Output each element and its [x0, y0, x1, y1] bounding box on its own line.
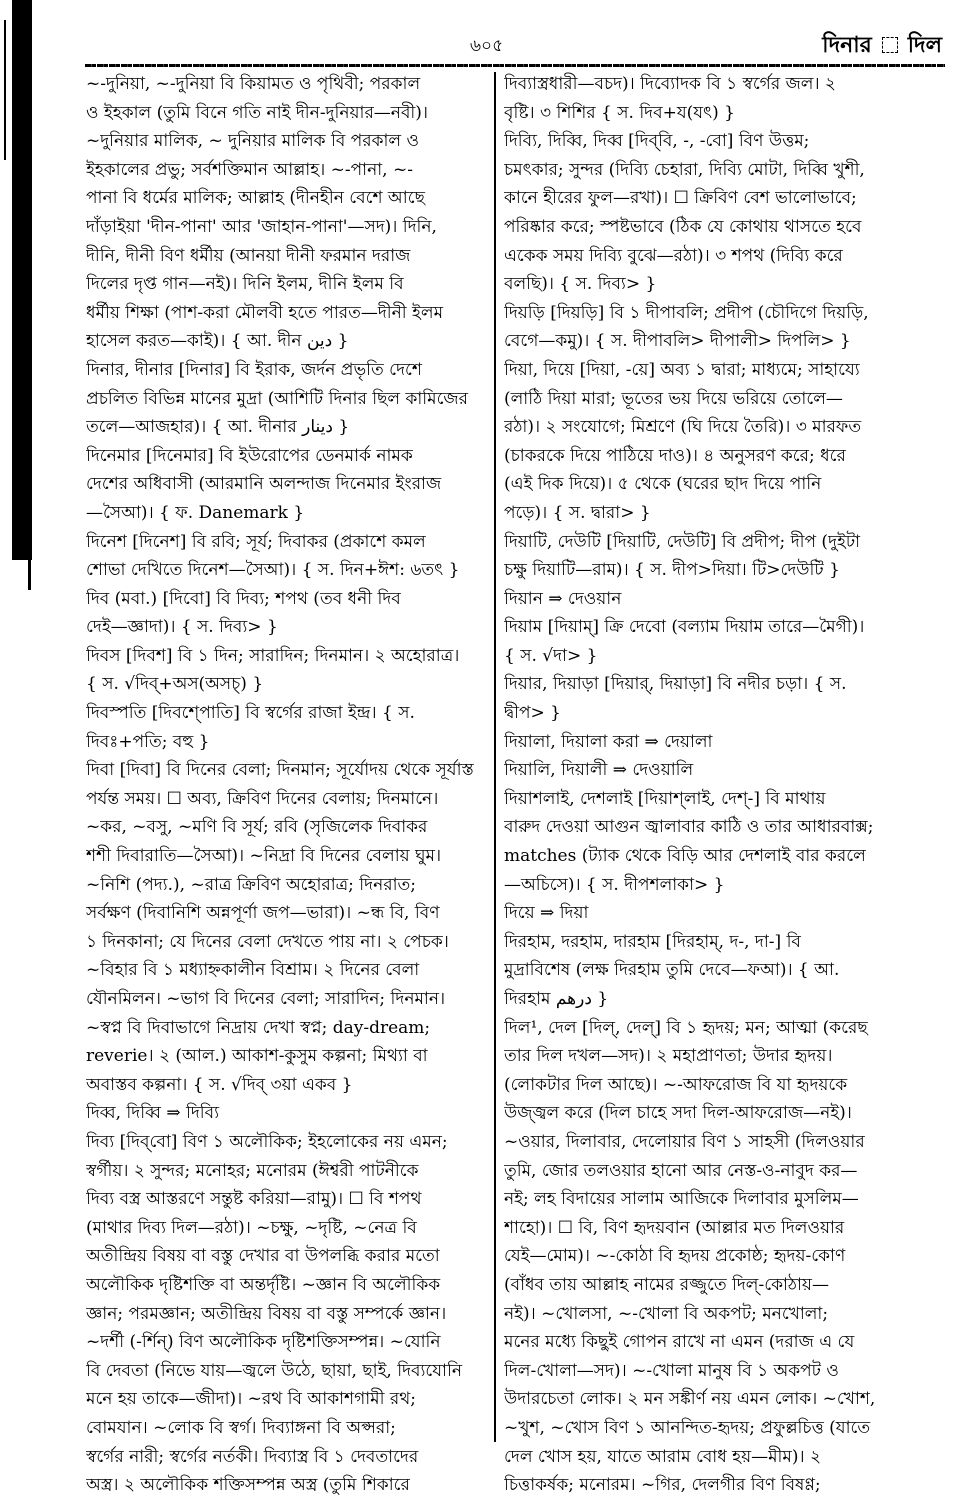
text-line: দিবঃ+পতি; বহু } — [86, 731, 210, 752]
scan-binding-shadow — [12, 0, 32, 560]
text-line: দিরহাম, দরহাম, দারহাম [দিরহাম্, দ-, দা-] বি — [504, 931, 801, 952]
text-line: দেশের অধিবাসী (আরমানি অলন্দাজ দিনেমার ইংরাজ — [86, 474, 442, 495]
text-line: দিলের দৃপ্ত গান—নই)। দিনি ইলম, দীনি ইলম বি — [86, 274, 404, 295]
text-line: দিয়ালি, দিয়ালী ⇒ দেওয়ালি — [504, 760, 694, 781]
text-line: তুমি, জোর তলওয়ার হানো আর নেস্ত-ও-নাবুদ কর— — [504, 1160, 858, 1181]
text-line: বি দেবতা (নিভে যায়—জ্বলে উঠে, ছায়া, ছাই, দিব্যযোনি — [86, 1360, 462, 1381]
text-line: অবাস্তব কল্পনা। { স. √দিব্ ৩য়া একব } — [86, 1074, 353, 1095]
text-line: স্বর্গের নারী; স্বর্গের নর্তকী। দিব্যাস্ত্র বি ১ দেবতাদের — [86, 1446, 419, 1467]
text-line: চক্ষু দিয়াটি—রাম)। { স. দীপ>দিয়া। টি>দেউটি } — [504, 560, 840, 581]
text-line: শশী দিবারাতি—সৈআ)। ~নিদ্রা বি দিনের বেলায় ঘুম। — [86, 846, 442, 867]
text-line: ইহকালের প্রভু; সর্বশক্তিমান আল্লাহ। ~-পানা, ~- — [86, 159, 413, 180]
left-column — [86, 70, 482, 1500]
text-line: রঠা)। ২ সংযোগে; মিশ্রণে (ঘি দিয়ে তৈরি)। ৩ মারফত — [504, 417, 862, 438]
text-line: চমৎকার; সুন্দর (দিব্যি চেহারা, দিব্যি মোটা, দিব্বি খুশী, — [504, 159, 865, 180]
text-line: দিয়ার, দিয়াড়া [দিয়ার্, দিয়াড়া] বি নদীর চড়া। { স. — [504, 674, 847, 695]
text-line: শোভা দেখিতে দিনেশ—সৈআ)। { স. দিন+ঈশ: ৬তৎ } — [86, 560, 460, 581]
text-line: ও ইহকাল (তুমি বিনে গতি নাই দীন-দুনিয়ার—নবী)। — [86, 102, 428, 123]
text-line: নই; লহ বিদায়ের সালাম আজিকে দিলাবার মুসলিম— — [504, 1189, 859, 1210]
text-line: দিবা [দিবা] বি দিনের বেলা; দিনমান; সূর্যোদয় থেকে সূর্যাস্ত — [86, 760, 474, 781]
text-line: দিব্যাস্ত্রধারী—বচদ)। দিব্যোদক বি ১ স্বর্গের জল। ২ — [504, 74, 836, 94]
right-column — [504, 70, 942, 1500]
header-rule — [85, 64, 945, 67]
text-line: সর্বক্ষণ (দিবানিশি অন্নপূর্ণা জপ—ভারা)। ~ন্ধ বি, বিণ — [86, 903, 440, 924]
text-line: দিল¹, দেল [দিল্, দেল্] বি ১ হৃদয়; মন; আত্মা (করেছ — [504, 1017, 868, 1038]
column-divider — [494, 72, 496, 1442]
guide-separator-box-icon — [882, 37, 898, 53]
text-line: দিয়ান ⇒ দেওয়ান — [504, 588, 622, 609]
text-line: পানা বি ধর্মের মালিক; আল্লাহ (দীনহীন বেশে আছে — [86, 188, 425, 209]
text-line: ১ দিনকানা; যে দিনের বেলা দেখতে পায় না। ২ পেচক। — [86, 931, 449, 952]
text-line: প্রচলিত বিভিন্ন মানের মুদ্রা (আশিটি দিনার ছিল কামিজের — [86, 388, 468, 409]
text-line: দিনেশ [দিনেশ] বি রবি; সূর্য; দিবাকর (প্রকাশে কমল — [86, 531, 426, 552]
scan-edge-mark — [28, 560, 31, 590]
text-line: দিয়াম [দিয়াম্] ক্রি দেবো (বল্যাম দিয়াম তারে—মৈগী)। — [504, 617, 865, 638]
text-line: মনের মধ্যে কিছুই গোপন রাখে না এমন (দরাজ এ যে — [504, 1332, 855, 1353]
text-line: যেই—মোম)। ~-কোঠা বি হৃদয় প্রকোষ্ঠ; হৃদয়-কোণ — [504, 1246, 846, 1267]
text-line: বেগে—কমু)। { স. দীপাবলি> দীপালী> দিপলি> } — [504, 331, 851, 352]
text-line: অতীন্দ্রিয় বিষয় বা বস্তু দেখার বা উপলব্ধি করার মতো — [86, 1246, 440, 1267]
text-line: চিত্তাকর্ষক; মনোরম। ~গির, দেলগীর বিণ বিষণ্ণ; — [504, 1475, 821, 1496]
text-line: মনে হয় তাকে—জীদা)। ~রথ বি আকাশগামী রথ; — [86, 1389, 416, 1410]
page-number: ৬০৫ — [470, 36, 504, 56]
text-line: বলছি)। { স. দিব্য> } — [504, 274, 657, 295]
text-line: { স. √দিব্+অস(অসচ্) } — [86, 674, 264, 695]
text-line: দিবস্পতি [দিবশ্পোতি] বি স্বর্গের রাজা ইন্দ্র। { স. — [86, 703, 415, 724]
text-line: ~দুনিয়ার মালিক, ~ দুনিয়ার মালিক বি পরকাল ও — [86, 131, 419, 152]
text-line: (লোকটার দিল আছে)। ~-আফরোজ বি যা হৃদয়কে — [504, 1074, 848, 1095]
text-line: দিব (মবা.) [দিবো] বি দিব্য; শপথ (তব ধনী দিব — [86, 588, 401, 609]
text-line: দীনি, দীনী বিণ ধর্মীয় (আনয়া দীনী ফরমান দরাজ — [86, 245, 411, 266]
text-line: দিয়া, দিয়ে [দিয়া, -য়ে] অব্য ১ দ্বারা; মাধ্যমে; সাহায্যে — [504, 359, 860, 380]
text-line: দিব্য [দিব্‌বো] বিণ ১ অলৌকিক; ইহলোকের নয় এমন; — [86, 1131, 448, 1152]
guide-word-last: দিল — [907, 32, 942, 58]
text-line: দিয়ড়ি [দিয়ড়ি] বি ১ দীপাবলি; প্রদীপ (চৌদিগে দিয়ড়ি, — [504, 302, 869, 323]
text-line: পড়ে)। { স. দ্বারা> } — [504, 502, 651, 523]
text-line: অলৌকিক দৃষ্টিশক্তি বা অন্তর্দৃষ্টি। ~জ্ঞান বি অলৌকিক — [86, 1274, 441, 1295]
text-line: তলে—আজহার)। { আ. দীনার دينار } — [86, 417, 350, 438]
text-line: দিয়ে ⇒ দিয়া — [504, 903, 589, 924]
text-line: বোমযান। ~লোক বি স্বর্গ। দিব্যাঙ্গনা বি অপ্সরা; — [86, 1417, 396, 1438]
text-line: ~বিহার বি ১ মধ্যাহ্নকালীন বিশ্রাম। ২ দিনের বেলা — [86, 960, 420, 981]
text-line: মুদ্রাবিশেষ (লক্ষ দিরহাম তুমি দেবে—ফআ)। { আ. — [504, 960, 840, 981]
page-header — [0, 0, 960, 64]
text-line: উদারচেতা লোক। ২ মন সঙ্কীর্ণ নয় এমন লোক। ~খোশ, — [504, 1389, 876, 1410]
guide-words — [822, 32, 942, 58]
text-line: দ্বীপ> } — [504, 703, 561, 724]
text-line: ~খুশ, ~খোস বিণ ১ আনন্দিত-হৃদয়; প্রফুল্লচিত্ত (যাতে — [504, 1417, 871, 1438]
text-line: স্বর্গীয়। ২ সুন্দর; মনোহর; মনোরম (ঈশ্বরী পাটনীকে — [86, 1160, 419, 1181]
text-line: (মাথার দিব্য দিল—রঠা)। ~চক্ষু, ~দৃষ্টি, ~নেত্র বি — [86, 1217, 417, 1238]
text-line: দেল খোস হয়, যাতে আরাম বোধ হয়—মীম)। ২ — [504, 1446, 822, 1467]
text-line: তার দিল দখল—সদ)। ২ মহাপ্রাণতা; উদার হৃদয়। — [504, 1046, 833, 1067]
text-line: —সৈআ)। { ফ. Danemark } — [86, 502, 305, 523]
text-line: reverie। ২ (আল.) আকাশ-কুসুম কল্পনা; মিথ্যা বা — [86, 1046, 428, 1067]
text-line: দাঁড়াইয়া 'দীন-পানা' আর 'জাহান-পানা'—সদ)। দিনি, — [86, 216, 437, 237]
text-line: (এই দিক দিয়ে)। ৫ থেকে (ঘরের ছাদ দিয়ে পানি — [504, 474, 822, 495]
text-line: বৃষ্টি। ৩ শিশির { স. দিব+য(যৎ) } — [504, 102, 735, 123]
text-line: কানে হীরের ফুল—রখা)। ☐ ক্রিবিণ বেশ ভালোভাবে; — [504, 188, 857, 209]
text-line: { স. √দা> } — [504, 645, 598, 666]
text-line: দিয়ালা, দিয়ালা করা ⇒ দেয়ালা — [504, 731, 713, 752]
text-line: নই)। ~খোলসা, ~-খোলা বি অকপট; মনখোলা; — [504, 1303, 829, 1324]
text-line: পরিষ্কার করে; স্পষ্টভাবে (ঠিক যে কোথায় থাসতে হবে — [504, 216, 862, 237]
text-line: দিরহাম درهم } — [504, 989, 609, 1009]
text-line: (লাঠি দিয়া মারা; ভূতের ভয় দিয়ে ভরিয়ে তোলে— — [504, 388, 843, 409]
text-line: ~স্বপ্ন বি দিবাভাগে নিদ্রায় দেখা স্বপ্ন; day-dream; — [86, 1017, 431, 1038]
text-line: দিব্যি, দিব্বি, দিব্ব [দিব্‌বি, -, -বো] বিণ উত্তম; — [504, 131, 810, 152]
text-line: দিনেমার [দিনেমার] বি ইউরোপের ডেনমার্ক নামক — [86, 445, 413, 466]
text-line: দিবস [দিবশ] বি ১ দিন; সারাদিন; দিনমান। ২ অহোরাত্র। — [86, 645, 460, 666]
text-line: শাহো)। ☐ বি, বিণ হৃদয়বান (আল্লার মত দিলওয়ার — [504, 1217, 845, 1238]
text-line: দিয়াশলাই, দেশলাই [দিয়াশ্‌লাই, দেশ্-] বি মাথায় — [504, 788, 826, 809]
text-line: matches (ট্যাক থেকে বিড়ি আর দেশলাই বার করলে — [504, 846, 866, 867]
text-line: দিল-খোলা—সদ)। ~-খোলা মানুষ বি ১ অকপট ও — [504, 1360, 839, 1381]
text-line: দেই—জ্ঞাদা)। { স. দিব্য> } — [86, 617, 278, 638]
text-line: দিয়াটি, দেউটি [দিয়াটি, দেউটি] বি প্রদীপ; দীপ (দুইটা — [504, 531, 861, 552]
text-line: —অচিসে)। { স. দীপশলাকা> } — [504, 874, 725, 895]
text-line: জ্ঞান; পরমজ্ঞান; অতীন্দ্রিয় বিষয় বা বস্তু সম্পর্কে জ্ঞান। — [86, 1303, 447, 1324]
text-line: হাসেল করত—কাই)। { আ. দীন دين } — [86, 331, 349, 352]
text-line: ~দর্শী (-র্শিন্) বিণ অলৌকিক দৃষ্টিশক্তিসম্পন্ন। ~যোনি — [86, 1332, 441, 1353]
text-line: অস্ত্র। ২ অলৌকিক শক্তিসম্পন্ন অস্ত্র (তুমি শিকারে — [86, 1475, 410, 1496]
guide-word-first: দিনার — [822, 32, 872, 58]
text-line: পর্যন্ত সময়। ☐ অব্য, ক্রিবিণ দিনের বেলায়; দিনমানে। — [86, 788, 439, 809]
text-line: দিব্ব, দিব্বি ⇒ দিব্যি — [86, 1103, 220, 1124]
text-line: বারুদ দেওয়া আগুন জ্বালাবার কাঠি ও তার আধারবাক্স; — [504, 817, 874, 838]
text-line: ধর্মীয় শিক্ষা (পাশ-করা মৌলবী হতে পারত—দীনী ইলম — [86, 302, 444, 323]
text-line: উজ্জ্বল করে (দিল চাহে সদা দিল-আফরোজ—নই)। — [504, 1103, 852, 1124]
text-line: দিনার, দীনার [দিনার] বি ইরাক, জর্দন প্রভৃতি দেশে — [86, 359, 422, 380]
text-line: (চাকরকে দিয়ে পাঠিয়ে দাও)। ৪ অনুসরণ করে; ধরে — [504, 445, 846, 466]
text-line: একেক সময় দিব্যি বুঝে—রঠা)। ৩ শপথ (দিব্যি করে — [504, 245, 843, 266]
text-line: (বাঁধব তায় আল্লাহ নামের রজ্জুতে দিল্-কোঠায়— — [504, 1274, 829, 1295]
text-line: ~ওয়ার, দিলাবার, দেলোয়ার বিণ ১ সাহসী (দিলওয়ার — [504, 1131, 865, 1152]
text-line: যৌনমিলন। ~ভাগ বি দিনের বেলা; সারাদিন; দিনমান। — [86, 989, 446, 1009]
text-line: ~-দুনিয়া, ~-দুনিয়া বি কিয়ামত ও পৃথিবী; পরকাল — [86, 74, 421, 94]
text-line: ~কর, ~বসু, ~মণি বি সূর্য; রবি (সৃজিলেক দিবাকর — [86, 817, 428, 838]
text-line: দিব্য বস্ত্র আস্তরণে সন্তুষ্ট করিয়া—রামু)। ☐ বি শপথ — [86, 1189, 422, 1210]
text-line: ~নিশি (পদ্য.), ~রাত্র ক্রিবিণ অহোরাত্র; দিনরাত; — [86, 874, 416, 895]
